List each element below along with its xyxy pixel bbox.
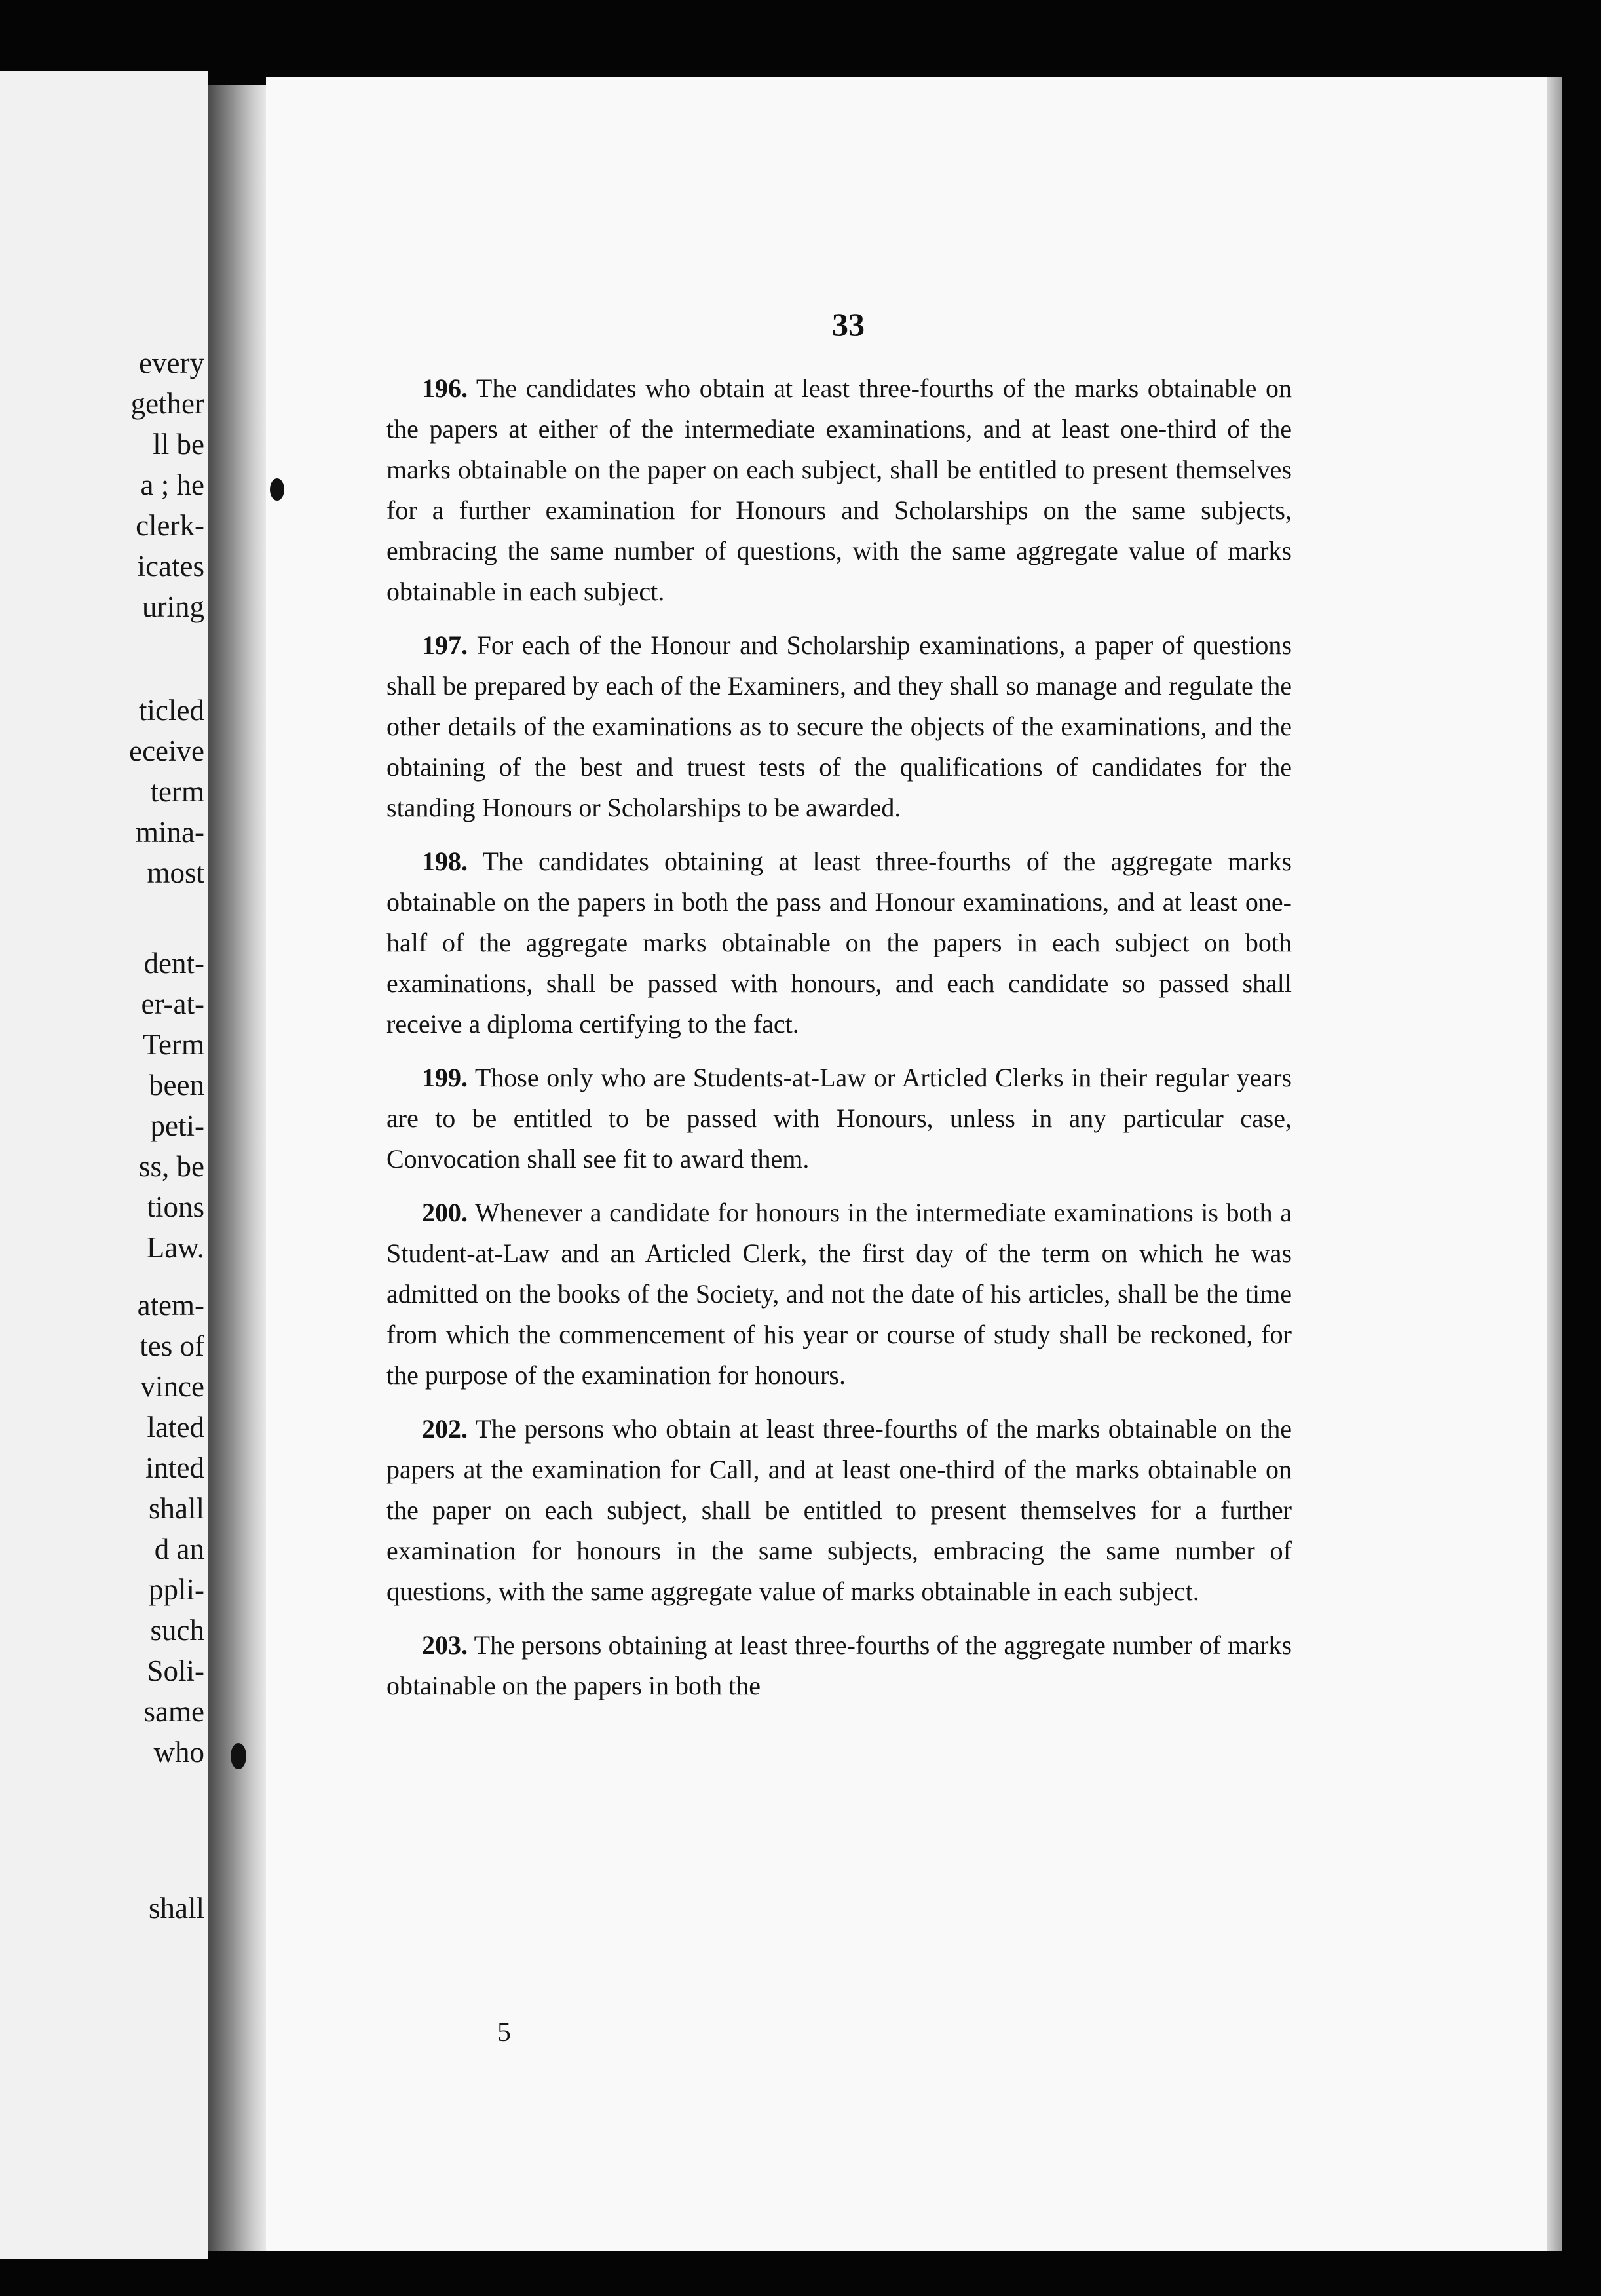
paragraph-text: The persons obtaining at least three-fourths of the aggregate number of marks obtainable on the papers in both the xyxy=(386,1630,1292,1700)
paragraph-text: The candidates obtaining at least three-fourths of the aggregate marks obtainable on the papers in both the pass and Honour examinations, and at least one-half of the aggregate marks obtainable on the papers in each subject on both examinations, shall be passed with honours, and each candidate so passed shall receive a diploma certifying to the fact. xyxy=(386,847,1292,1039)
paragraph-number: 203. xyxy=(422,1630,468,1660)
left-page-line: d an xyxy=(154,1533,204,1565)
left-facing-page xyxy=(0,71,208,2259)
paragraph-text: Whenever a candidate for honours in the intermediate examinations is both a Student-at-Law and an Articled Clerk, the first day of the term on which he was admitted on the books of the Society, and not the date of his articles, shall be the time from which the commencement of his year or course of study shall be reckoned, for the purpose of the examination for honours. xyxy=(386,1198,1292,1390)
left-page-line: Law. xyxy=(146,1231,204,1264)
left-page-line: inted xyxy=(145,1451,204,1484)
paragraph-text: The persons who obtain at least three-fourths of the marks obtainable on the papers at the examination for Call, and at least one-third of the marks obtainable on the paper on each subject, shall be entitled to present themselves for a further examination for honours in the same subjects, embracing the same number of questions, with the same aggregate value of marks obtainable in each subject. xyxy=(386,1414,1292,1606)
left-page-line: uring xyxy=(142,590,204,623)
left-page-line: mina- xyxy=(136,816,204,849)
left-page-line: gether xyxy=(130,387,204,420)
left-page-line: ll be xyxy=(153,428,204,461)
paragraph-202 xyxy=(386,1409,1292,1612)
left-page-line: who xyxy=(153,1736,204,1769)
left-page-line: tes of xyxy=(140,1330,204,1362)
left-page-line: a ; he xyxy=(140,469,204,501)
paragraph-text: For each of the Honour and Scholarship examinations, a paper of questions shall be prepared by each of the Examiners, and they shall so manage and regulate the other details of the examinations as to secure the objects of the examinations, and the obtaining of the best and truest tests of the qualifications of candidates for the standing Honours or Scholarships to be awarded. xyxy=(386,630,1292,822)
left-page-line: dent- xyxy=(143,947,204,980)
left-page-line: ppli- xyxy=(149,1573,204,1606)
left-page-line: er-at- xyxy=(141,987,204,1020)
paragraph-number: 199. xyxy=(422,1063,468,1092)
binding-hole-bottom xyxy=(231,1743,246,1769)
paragraph-number: 198. xyxy=(422,847,468,876)
left-page-line: shall xyxy=(149,1892,204,1924)
paragraph-196 xyxy=(386,368,1292,612)
left-page-line: Soli- xyxy=(147,1655,204,1687)
left-page-line: eceive xyxy=(129,735,204,767)
page-body xyxy=(386,368,1292,1719)
paragraph-text: The candidates who obtain at least three-fourths of the marks obtainable on the papers at either of the intermediate examinations, and at least one-third of the marks obtainable on the paper on each subject, shall be entitled to present themselves for a further examination for Honours and Scholarships on the same subjects, embracing the same number of questions, with the same aggregate value of marks obtainable in each subject. xyxy=(386,373,1292,606)
left-page-line: Term xyxy=(142,1028,204,1061)
paragraph-number: 200. xyxy=(422,1198,468,1227)
left-page-line: shall xyxy=(149,1492,204,1525)
paragraph-200 xyxy=(386,1193,1292,1396)
left-page-line: such xyxy=(150,1614,204,1647)
left-page-line: icates xyxy=(137,550,204,583)
paragraph-199 xyxy=(386,1058,1292,1179)
left-page-line: most xyxy=(147,856,204,889)
left-page-line: ss, be xyxy=(139,1150,204,1183)
book-gutter xyxy=(208,85,266,2251)
paragraph-197 xyxy=(386,625,1292,828)
left-page-line: every xyxy=(139,347,204,379)
page-number: 33 xyxy=(832,306,865,343)
left-page-line: lated xyxy=(147,1411,204,1444)
left-page-line: clerk- xyxy=(136,509,204,542)
paragraph-text: Those only who are Students-at-Law or Articled Clerks in their regular years are to be entitled to be passed with Honours, unless in any particular case, Convocation shall see fit to award them. xyxy=(386,1063,1292,1174)
left-page-line: been xyxy=(149,1069,204,1101)
left-page-line: tions xyxy=(147,1191,204,1223)
left-page-line: ticled xyxy=(139,694,204,727)
left-page-line: same xyxy=(143,1695,204,1728)
left-page-line: atem- xyxy=(137,1289,204,1322)
left-page-line: peti- xyxy=(150,1109,204,1142)
paragraph-number: 202. xyxy=(422,1414,468,1444)
paragraph-203 xyxy=(386,1625,1292,1706)
paragraph-number: 197. xyxy=(422,630,468,660)
page-edge xyxy=(1547,77,1562,2251)
left-page-line: vince xyxy=(140,1370,204,1403)
left-page-line: term xyxy=(150,775,204,808)
signature-mark: 5 xyxy=(497,2018,511,2048)
binding-hole-top xyxy=(270,478,284,501)
paragraph-number: 196. xyxy=(422,373,468,403)
paragraph-198 xyxy=(386,841,1292,1044)
